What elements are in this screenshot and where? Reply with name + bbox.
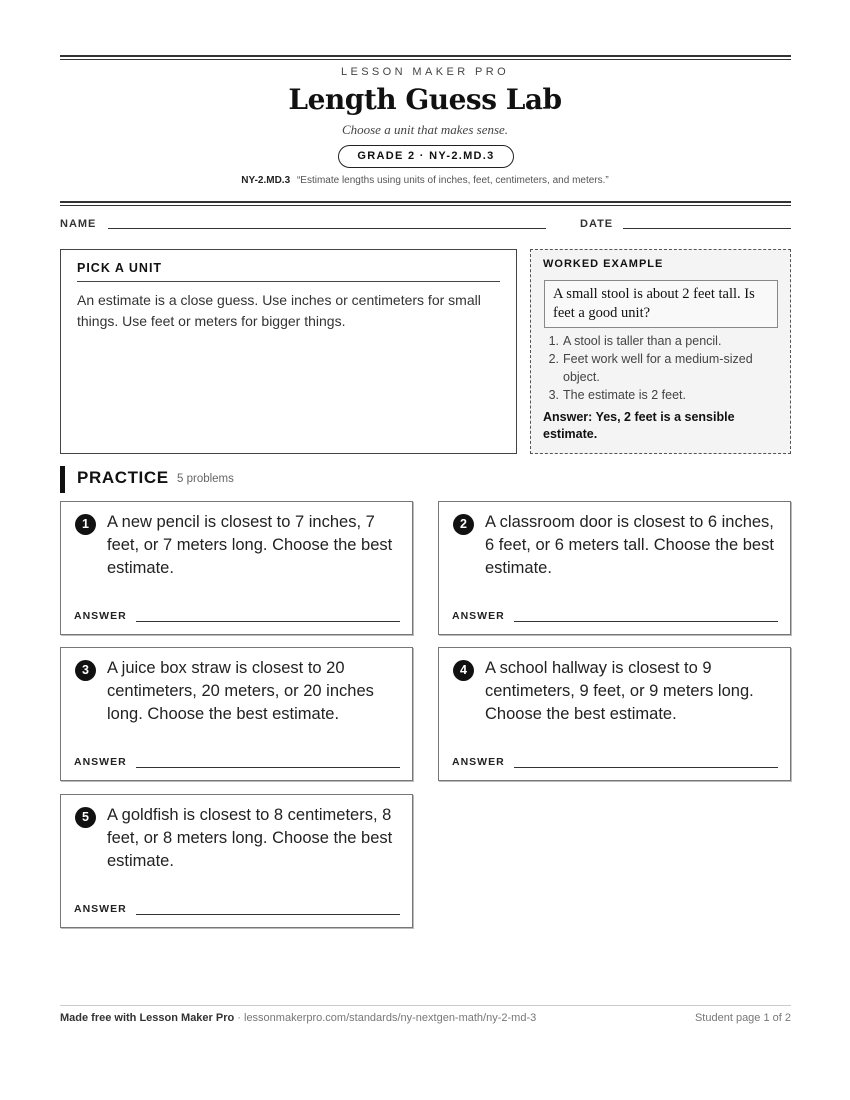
worked-step <box>543 386 783 404</box>
header-rule-top-thick <box>60 55 791 57</box>
answer-field[interactable] <box>136 621 400 622</box>
footer-credit <box>60 1012 536 1024</box>
step-number: 2. <box>548 352 559 366</box>
name-field[interactable] <box>108 228 546 229</box>
problem-card <box>438 501 791 635</box>
standard-line <box>0 175 850 186</box>
answer-label: ANSWER <box>74 903 127 915</box>
date-label: DATE <box>580 218 614 230</box>
practice-accent-bar <box>60 466 65 493</box>
problem-text: A juice box straw is closest to 20 centimeters, 20 meters, or 20 inches long. Choose the best estimate. <box>107 659 374 723</box>
page-subtitle: Choose a unit that makes sense. <box>341 122 509 137</box>
step-text: A stool is taller than a pencil. <box>563 334 722 348</box>
standard-text: “Estimate lengths using units of inches, feet, centimeters, and meters.” <box>296 175 609 186</box>
answer-field[interactable] <box>514 621 778 622</box>
problem-text: A classroom door is closest to 6 inches, 6 feet, or 6 meters tall. Choose the best estimate. <box>485 513 774 577</box>
answer-field[interactable] <box>514 767 778 768</box>
problem-text: A goldfish is closest to 8 centimeters, 8 feet, or 8 meters long. Choose the best estimate. <box>107 806 393 870</box>
worked-example-answer: Answer: Yes, 2 feet is a sensible estimate. <box>543 410 735 441</box>
worked-example-box <box>530 249 791 454</box>
problem-text: A new pencil is closest to 7 inches, 7 feet, or 7 meters long. Choose the best estimate. <box>107 513 393 577</box>
problem-number: 5 <box>75 807 96 828</box>
answer-label: ANSWER <box>74 756 127 768</box>
worked-example-steps <box>543 332 783 404</box>
problem-number: 3 <box>75 660 96 681</box>
grade-badge: GRADE 2 · NY-2.MD.3 <box>338 145 514 168</box>
header-rule-top-thin <box>60 59 791 60</box>
pick-a-unit-box <box>60 249 517 454</box>
answer-label: ANSWER <box>74 610 127 622</box>
answer-label: ANSWER <box>452 756 505 768</box>
step-text: The estimate is 2 feet. <box>563 388 686 402</box>
footer-made-with: Made free with Lesson Maker Pro <box>60 1012 235 1024</box>
standard-code: NY-2.MD.3 <box>241 175 291 186</box>
footer-page-number: Student page 1 of 2 <box>694 1012 791 1024</box>
footer-url[interactable]: · lessonmakerpro.com/standards/ny-nextgen-math/ny-2-md-3 <box>234 1012 537 1024</box>
answer-field[interactable] <box>136 767 400 768</box>
page-title: Length Guess Lab <box>288 83 562 116</box>
brand-name: LESSON MAKER PRO <box>340 66 510 78</box>
problem-card <box>60 647 413 781</box>
worked-example-heading: WORKED EXAMPLE <box>543 258 664 270</box>
practice-heading: PRACTICE <box>77 468 169 487</box>
problem-card <box>60 794 413 928</box>
problem-number: 1 <box>75 514 96 535</box>
step-text: Feet work well for a medium-sized object. <box>563 352 753 384</box>
step-number: 3. <box>548 388 559 402</box>
worked-step <box>543 332 783 350</box>
problem-number: 2 <box>453 514 474 535</box>
pick-a-unit-text: An estimate is a close guess. Use inches or centimeters for small things. Use feet or meters for bigger things. <box>77 292 481 329</box>
problem-card <box>438 647 791 781</box>
problem-card <box>60 501 413 635</box>
worked-step <box>543 350 783 386</box>
worked-example-question: A small stool is about 2 feet tall. Is feet a good unit? <box>544 280 778 328</box>
name-label: NAME <box>60 218 97 230</box>
header-rule-bottom-thick <box>60 201 791 203</box>
practice-count: 5 problems <box>177 473 234 485</box>
answer-label: ANSWER <box>452 610 505 622</box>
problem-number: 4 <box>453 660 474 681</box>
pick-a-unit-heading: PICK A UNIT <box>77 261 500 282</box>
header-rule-bottom-thin <box>60 205 791 206</box>
step-number: 1. <box>548 334 559 348</box>
date-field[interactable] <box>623 228 791 229</box>
problem-text: A school hallway is closest to 9 centimeters, 9 feet, or 9 meters long. Choose the best estimate. <box>485 659 754 723</box>
footer-rule <box>60 1005 791 1006</box>
answer-field[interactable] <box>136 914 400 915</box>
